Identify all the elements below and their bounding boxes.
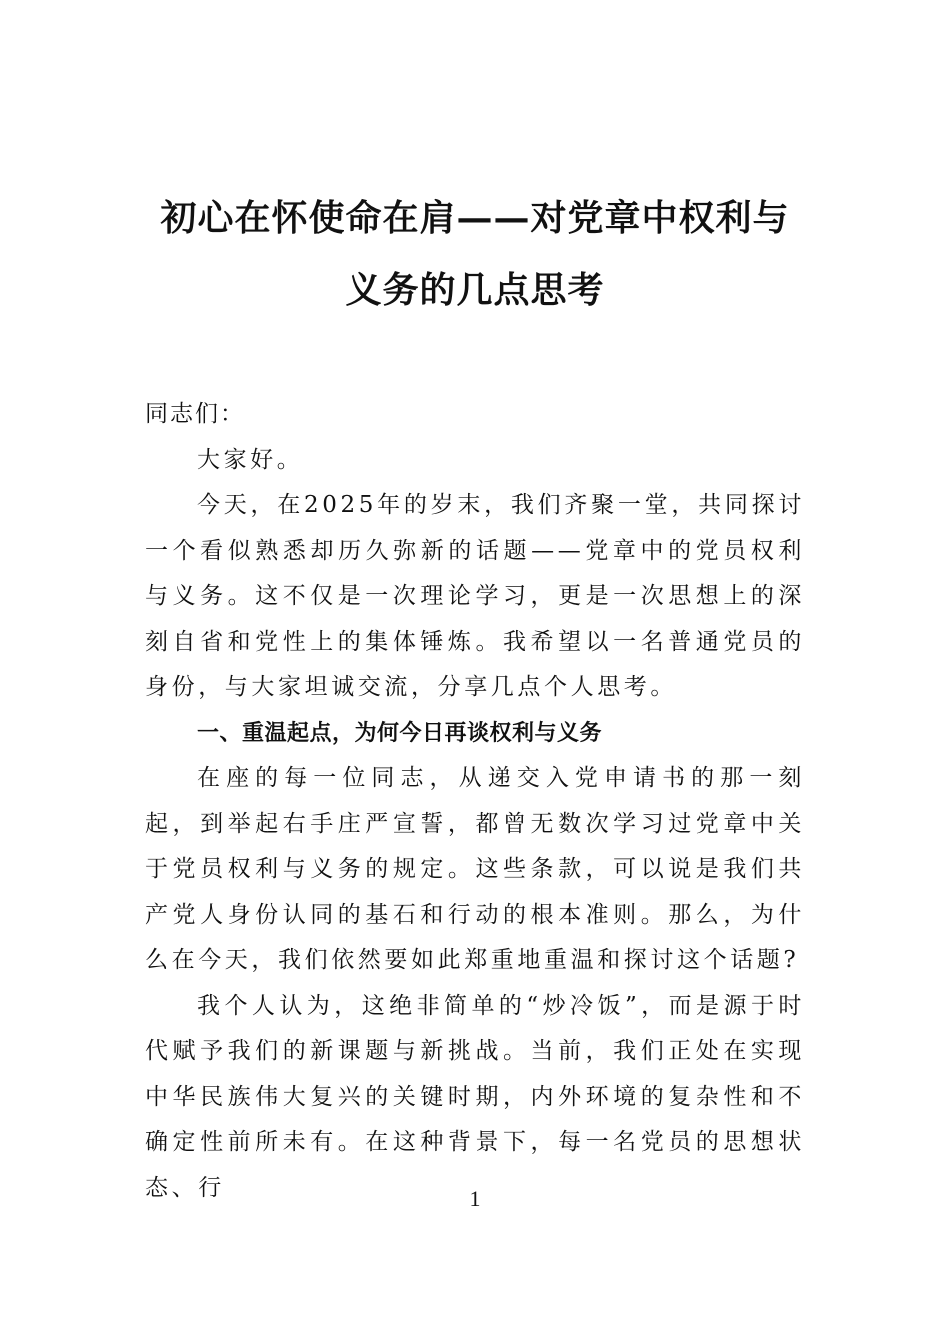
section-heading: 一、重温起点，为何今日再谈权利与义务 <box>197 720 603 746</box>
document-body <box>145 392 805 1211</box>
greeting-paragraph: 大家好。 <box>197 446 304 473</box>
document-title: 初心在怀使命在肩——对党章中权利与义务的几点思考 <box>160 197 790 311</box>
page-number: 1 <box>469 1186 481 1211</box>
intro-paragraph: 今天，在2025年的岁末，我们齐聚一堂，共同探讨一个看似熟悉却历久弥新的话题——党章中的党员权利与义务。这不仅是一次理论学习，更是一次思想上的深刻自省和党性上的集体锤炼。我希望以一名普通党员的身份，与大家坦诚交流，分享几点个人思考。 <box>145 492 805 700</box>
section-paragraph: 我个人认为，这绝非简单的“炒冷饭”，而是源于时代赋予我们的新课题与新挑战。当前，我们正处在实现中华民族伟大复兴的关键时期，内外环境的复杂性和不确定性前所未有。在这种背景下，每一名党员的思想状态、行 <box>145 992 805 1201</box>
section-paragraph: 在座的每一位同志，从递交入党申请书的那一刻起，到举起右手庄严宣誓，都曾无数次学习过党章中关于党员权利与义务的规定。这些条款，可以说是我们共产党人身份认同的基石和行动的根本准则。那么，为什么在今天，我们依然要如此郑重地重温和探讨这个话题? <box>145 765 805 973</box>
salutation: 同志们： <box>145 401 245 427</box>
